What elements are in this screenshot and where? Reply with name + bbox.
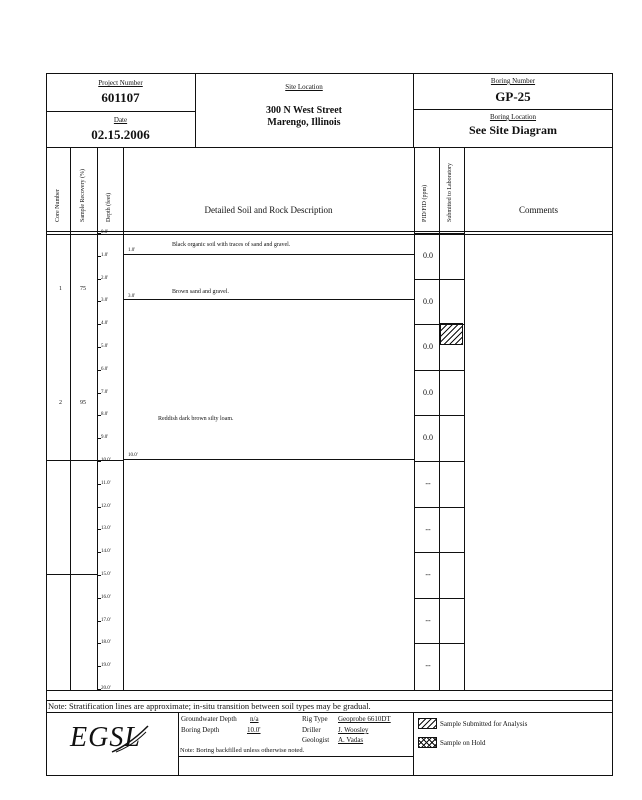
pid-cell-divider [414,461,464,462]
col-submitted: Submitted to Laboratory [447,163,453,222]
egsl-logo: EGSL [70,722,141,753]
pid-cell-divider [414,415,464,416]
pid-reading: 0.0 [423,251,433,260]
depth-tick-label: 12.0' [101,503,111,509]
boring-depth-value: 10.0' [247,726,261,734]
boring-number-label: Boring Number [490,77,536,85]
core-number: 2 [59,400,62,406]
boring-location: See Site Diagram [469,123,557,137]
depth-tick-label: 4.0' [101,321,109,327]
boring-log-frame [46,73,613,776]
project-number: 601107 [101,90,140,105]
boring-number: GP-25 [495,89,531,104]
depth-tick-label: 9.0' [101,435,109,441]
layer-depth: 1.0' [128,248,136,253]
pid-reading: -- [425,570,431,580]
layer-description: Black organic soil with traces of sand and gravel. [172,242,291,248]
legend-submitted-swatch [418,718,437,729]
driller-value: J. Woosley [338,726,369,734]
stratification-note: Note: Stratification lines are approximate; in-situ transition between soil types may be gradual. [48,701,371,711]
col-pid: PID/FID (ppm) [422,184,428,222]
col-depth: Depth (feet) [106,192,112,222]
pid-cell-divider [414,552,464,553]
layer-description: Reddish dark brown silty loam. [158,416,234,422]
layer-depth: 3.0' [128,294,136,299]
pid-reading: -- [425,615,431,625]
col-comments: Comments [518,205,558,215]
core-number: 1 [59,286,62,292]
date-label: Date [113,116,128,124]
site-location-label: Site Location [285,83,323,91]
depth-tick-label: 11.0' [101,480,111,486]
driller-label: Driller [302,726,321,734]
geologist-label: Geologist [302,736,330,744]
pid-cell-divider [414,643,464,644]
depth-tick-label: 10.0' [101,458,111,463]
depth-tick-label: 8.0' [101,412,109,418]
site-address-line2: Marengo, Illinois [267,117,341,128]
pid-reading: 0.0 [423,342,433,352]
rig-type-label: Rig Type [302,715,328,723]
depth-tick-label: 1.0' [101,252,109,258]
depth-tick-label: 17.0' [101,617,111,623]
backfill-note: Note: Boring backfilled unless otherwise noted. [180,747,305,754]
boring-location-label: Boring Location [489,113,537,121]
pid-reading: -- [425,479,431,488]
groundwater-value: n/a [250,715,259,723]
layer-depth: 10.0' [128,453,138,458]
col-core-number: Core Number [55,189,61,222]
depth-tick-label: 5.0' [101,344,109,349]
project-number-label: Project Number [98,79,143,87]
legend-hold-label: Sample on Hold [440,739,486,747]
groundwater-label: Groundwater Depth [181,715,237,723]
legend-hold-swatch [418,737,437,748]
pid-cell-divider [414,233,464,234]
pid-cell-divider [414,370,464,371]
geologist-value: A. Vadas [338,736,364,744]
pid-cell-divider [414,598,464,599]
depth-tick-label: 6.0' [101,366,109,372]
pid-reading: -- [425,524,431,534]
depth-tick-label: 13.0' [101,526,111,532]
pid-reading: 0.0 [423,387,433,397]
pid-cell-divider [414,279,464,280]
depth-tick-label: 19.0' [101,663,111,669]
depth-tick-label: 16.0' [101,594,111,600]
core-recovery: 95 [80,400,86,406]
depth-tick-label: 3.0' [101,298,109,304]
col-description: Detailed Soil and Rock Description [204,205,333,215]
site-address-line1: 300 N West Street [265,105,342,116]
pid-reading: -- [425,661,431,671]
layer-description: Brown sand and gravel. [172,289,229,295]
depth-tick-label: 0.0' [101,230,109,235]
legend-submitted-label: Sample Submitted for Analysis [440,720,528,728]
date: 02.15.2006 [91,127,150,142]
logo-swoosh-icon [110,724,150,754]
depth-tick-label: 7.0' [101,389,109,395]
core-recovery: 75 [80,286,86,292]
pid-cell-divider [414,507,464,508]
depth-tick-label: 18.0' [101,640,111,646]
sample-submitted-marker [440,323,463,345]
depth-tick-label: 15.0' [101,572,111,577]
depth-tick-label: 14.0' [101,549,111,555]
pid-reading: 0.0 [423,296,433,306]
boring-depth-label: Boring Depth [181,726,220,734]
rig-type-value: Geoprobe 6610DT [338,715,391,723]
depth-tick-label: 2.0' [101,275,109,281]
col-sample-recovery: Sample Recovery (%) [80,169,86,222]
depth-tick-label: 20.0' [101,686,111,691]
pid-reading: 0.0 [423,433,433,443]
